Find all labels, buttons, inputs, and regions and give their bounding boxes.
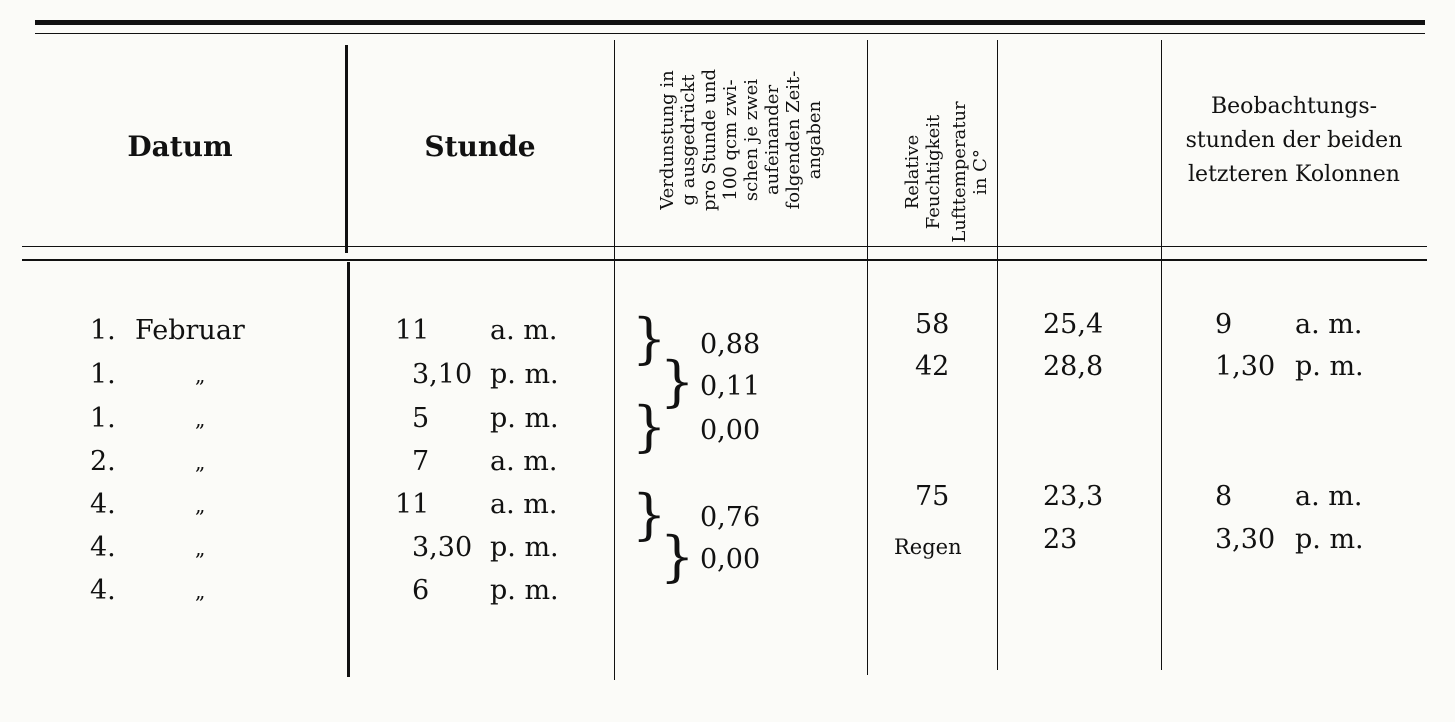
header-rule-2 [22,259,1427,261]
header-stunde [380,130,580,163]
observation-ampm: p. m. [1295,524,1364,555]
header-datum [80,130,280,163]
evaporation-value: 0,00 [700,544,761,575]
evaporation-value: 0,88 [700,329,761,360]
header-rule-1 [22,246,1427,247]
header-verdunstung-line-2: g ausgedrückt [678,74,699,206]
stunde-ampm: p. m. [490,575,559,606]
stunde-ampm: p. m. [490,403,559,434]
observation-ampm: p. m. [1295,351,1364,382]
header-beobachtung-line-1: Beobachtungs- [1210,94,1378,119]
col-sep-1 [345,45,348,253]
evaporation-value: 0,76 [700,502,761,533]
temperature-value: 25,4 [1043,309,1104,340]
header-beobachtung-line-2: stunden der beiden [1185,128,1403,153]
stunde-ampm: p. m. [490,532,559,563]
evaporation-value: 0,11 [700,371,761,402]
datum-day: 1. [90,403,116,434]
header-stunde-text: Stunde [424,130,536,163]
evaporation-value: 0,00 [700,415,761,446]
header-verdunstung [641,40,841,240]
col-sep-3 [867,40,868,675]
observation-ampm: a. m. [1295,481,1363,512]
top-rule-thin [35,33,1425,34]
brace-icon: } [632,307,667,370]
header-beobachtung-line-3: letzteren Kolonnen [1188,162,1400,187]
header-verdunstung-line-8: angaben [804,100,825,180]
header-lufttemperatur-line-2: in C° [970,149,991,195]
datum-month: Februar [135,315,245,346]
col-sep-1b [347,262,350,677]
datum-day: 4. [90,532,116,563]
header-feuchtigkeit-line-2: Feuchtigkeit [923,114,944,230]
datum-month: „ [195,536,206,560]
observation-hour: 8 [1215,481,1233,512]
temperature-value: 28,8 [1043,351,1104,382]
temperature-value: 23,3 [1043,481,1104,512]
observation-ampm: a. m. [1295,309,1363,340]
header-feuchtigkeit-line-1: Relative [902,134,923,210]
top-rule-thick [35,20,1425,25]
stunde-hour: 7 [412,446,430,477]
humidity-value: 75 [915,481,950,512]
humidity-value: Regen [894,535,962,559]
datum-day: 1. [90,315,116,346]
header-verdunstung-line-1: Verdunstung in [657,70,678,210]
header-lufttemperatur-line-1: Lufttemperatur [949,101,970,243]
datum-month: „ [195,493,206,517]
stunde-ampm: a. m. [490,315,558,346]
brace-icon: } [660,525,695,588]
stunde-ampm: a. m. [490,489,558,520]
col-sep-2 [614,40,615,680]
datum-day: 4. [90,489,116,520]
observation-hour: 1,30 [1215,351,1276,382]
brace-icon: } [632,395,667,458]
datum-day: 2. [90,446,116,477]
observation-hour: 9 [1215,309,1233,340]
header-verdunstung-line-7: folgenden Zeit- [783,70,804,210]
datum-month: „ [195,363,206,387]
header-verdunstung-line-4: 100 qcm zwi- [720,79,741,201]
datum-month: „ [195,579,206,603]
stunde-hour: 3,10 [412,359,473,390]
datum-day: 1. [90,359,116,390]
humidity-value: 42 [915,351,950,382]
header-verdunstung-line-5: schen je zwei [741,78,762,202]
header-verdunstung-line-3: pro Stunde und [699,68,720,212]
header-verdunstung-line-6: aufeinander [762,84,783,196]
stunde-hour: 11 [395,315,430,346]
col-sep-5 [1161,40,1162,670]
header-beobachtung [1163,90,1425,192]
stunde-hour: 11 [395,489,430,520]
observation-hour: 3,30 [1215,524,1276,555]
stunde-ampm: a. m. [490,446,558,477]
datum-day: 4. [90,575,116,606]
header-lufttemperatur [949,72,1009,272]
temperature-value: 23 [1043,524,1078,555]
datum-month: „ [195,450,206,474]
datum-month: „ [195,407,206,431]
stunde-hour: 6 [412,575,430,606]
humidity-value: 58 [915,309,950,340]
stunde-hour: 3,30 [412,532,473,563]
stunde-hour: 5 [412,403,430,434]
brace-icon: } [660,350,695,413]
stunde-ampm: p. m. [490,359,559,390]
brace-icon: } [632,483,667,546]
header-datum-text: Datum [127,130,233,163]
